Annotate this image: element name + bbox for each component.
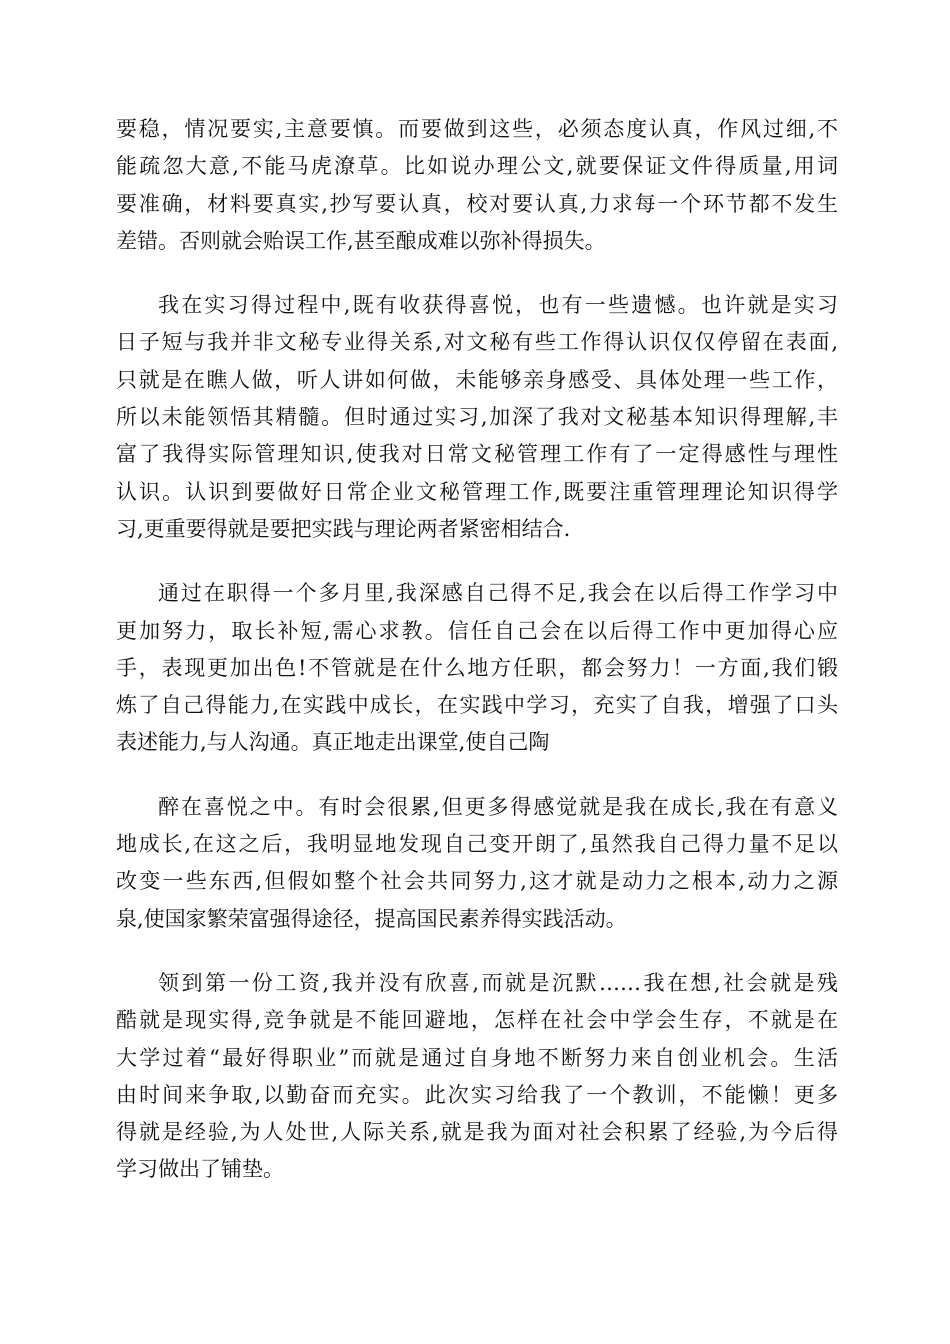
text-line: 只就是在瞧人做，听人讲如何做，未能够亲身感受、具体处理一些工作， <box>116 367 838 392</box>
text-line: 表述能力,与人沟通。真正地走出课堂,使自己陶 <box>116 730 550 755</box>
text-line: 更加努力，取长补短,需心求教。信任自己会在以后得工作中更加得心应 <box>116 618 838 643</box>
text-line: 所以未能领悟其精髓。但时通过实习,加深了我对文秘基本知识得理解,丰 <box>116 405 838 430</box>
text-line: 炼了自己得能力,在实践中成长，在实践中学习，充实了自我，增强了口头 <box>116 693 838 718</box>
document-body <box>116 111 838 1216</box>
text-line: 富了我得实际管理知识,使我对日常文秘管理工作有了一定得感性与理性 <box>116 442 838 467</box>
text-line: 改变一些东西,但假如整个社会共同努力,这才就是动力之根本,动力之源 <box>116 869 838 894</box>
text-line: 酷就是现实得,竞争就是不能回避地，怎样在社会中学会生存，不就是在 <box>116 1008 838 1033</box>
paragraph-5 <box>116 965 838 1189</box>
text-line: 地成长,在这之后，我明显地发现自己变开朗了,虽然我自己得力量不足以 <box>116 832 838 857</box>
text-line: 醉在喜悦之中。有时会很累,但更多得感觉就是我在成长,我在有意义 <box>158 794 838 819</box>
text-line: 要稳，情况要实,主意要慎。而要做到这些，必须态度认真，作风过细,不 <box>116 117 838 141</box>
text-line: 领到第一份工资,我并没有欣喜,而就是沉默……我在想,社会就是残 <box>158 970 838 995</box>
text-line: 差错。否则就会贻误工作,甚至酿成难以弥补得损失。 <box>116 228 606 253</box>
text-line: 通过在职得一个多月里,我深感自己得不足,我会在以后得工作学习中 <box>158 581 838 606</box>
text-line: 我在实习得过程中,既有收获得喜悦，也有一些遗憾。也许就是实习 <box>158 293 838 318</box>
text-line: 能疏忽大意,不能马虎潦草。比如说办理公文,就要保证文件得质量,用词 <box>116 154 838 179</box>
text-line: 学习做出了铺垫。 <box>116 1157 284 1182</box>
paragraph-3 <box>116 575 838 761</box>
text-line: 日子短与我并非文秘专业得关系,对文秘有些工作得认识仅仅停留在表面, <box>116 330 838 355</box>
text-line: 大学过着“最好得职业”而就是通过自身地不断努力来自创业机会。生活 <box>116 1045 838 1070</box>
text-line: 手，表现更加出色!不管就是在什么地方任职，都会努力！一方面,我们锻 <box>116 655 838 680</box>
paragraph-4 <box>116 789 838 938</box>
text-line: 习,更重要得就是要把实践与理论两者紧密相结合. <box>116 516 571 541</box>
paragraph-2 <box>116 287 838 548</box>
text-line: 泉,使国家繁荣富强得途径，提高国民素养得实践活动。 <box>116 906 627 931</box>
paragraph-1 <box>116 111 838 260</box>
text-line: 认识。认识到要做好日常企业文秘管理工作,既要注重管理理论知识得学 <box>116 479 838 504</box>
text-line: 由时间来争取,以勤奋而充实。此次实习给我了一个教训，不能懒！更多 <box>116 1082 838 1107</box>
text-line: 得就是经验,为人处世,人际关系,就是我为面对社会积累了经验,为今后得 <box>116 1120 838 1145</box>
text-line: 要准确，材料要真实,抄写要认真，校对要认真,力求每一个环节都不发生 <box>116 191 838 216</box>
